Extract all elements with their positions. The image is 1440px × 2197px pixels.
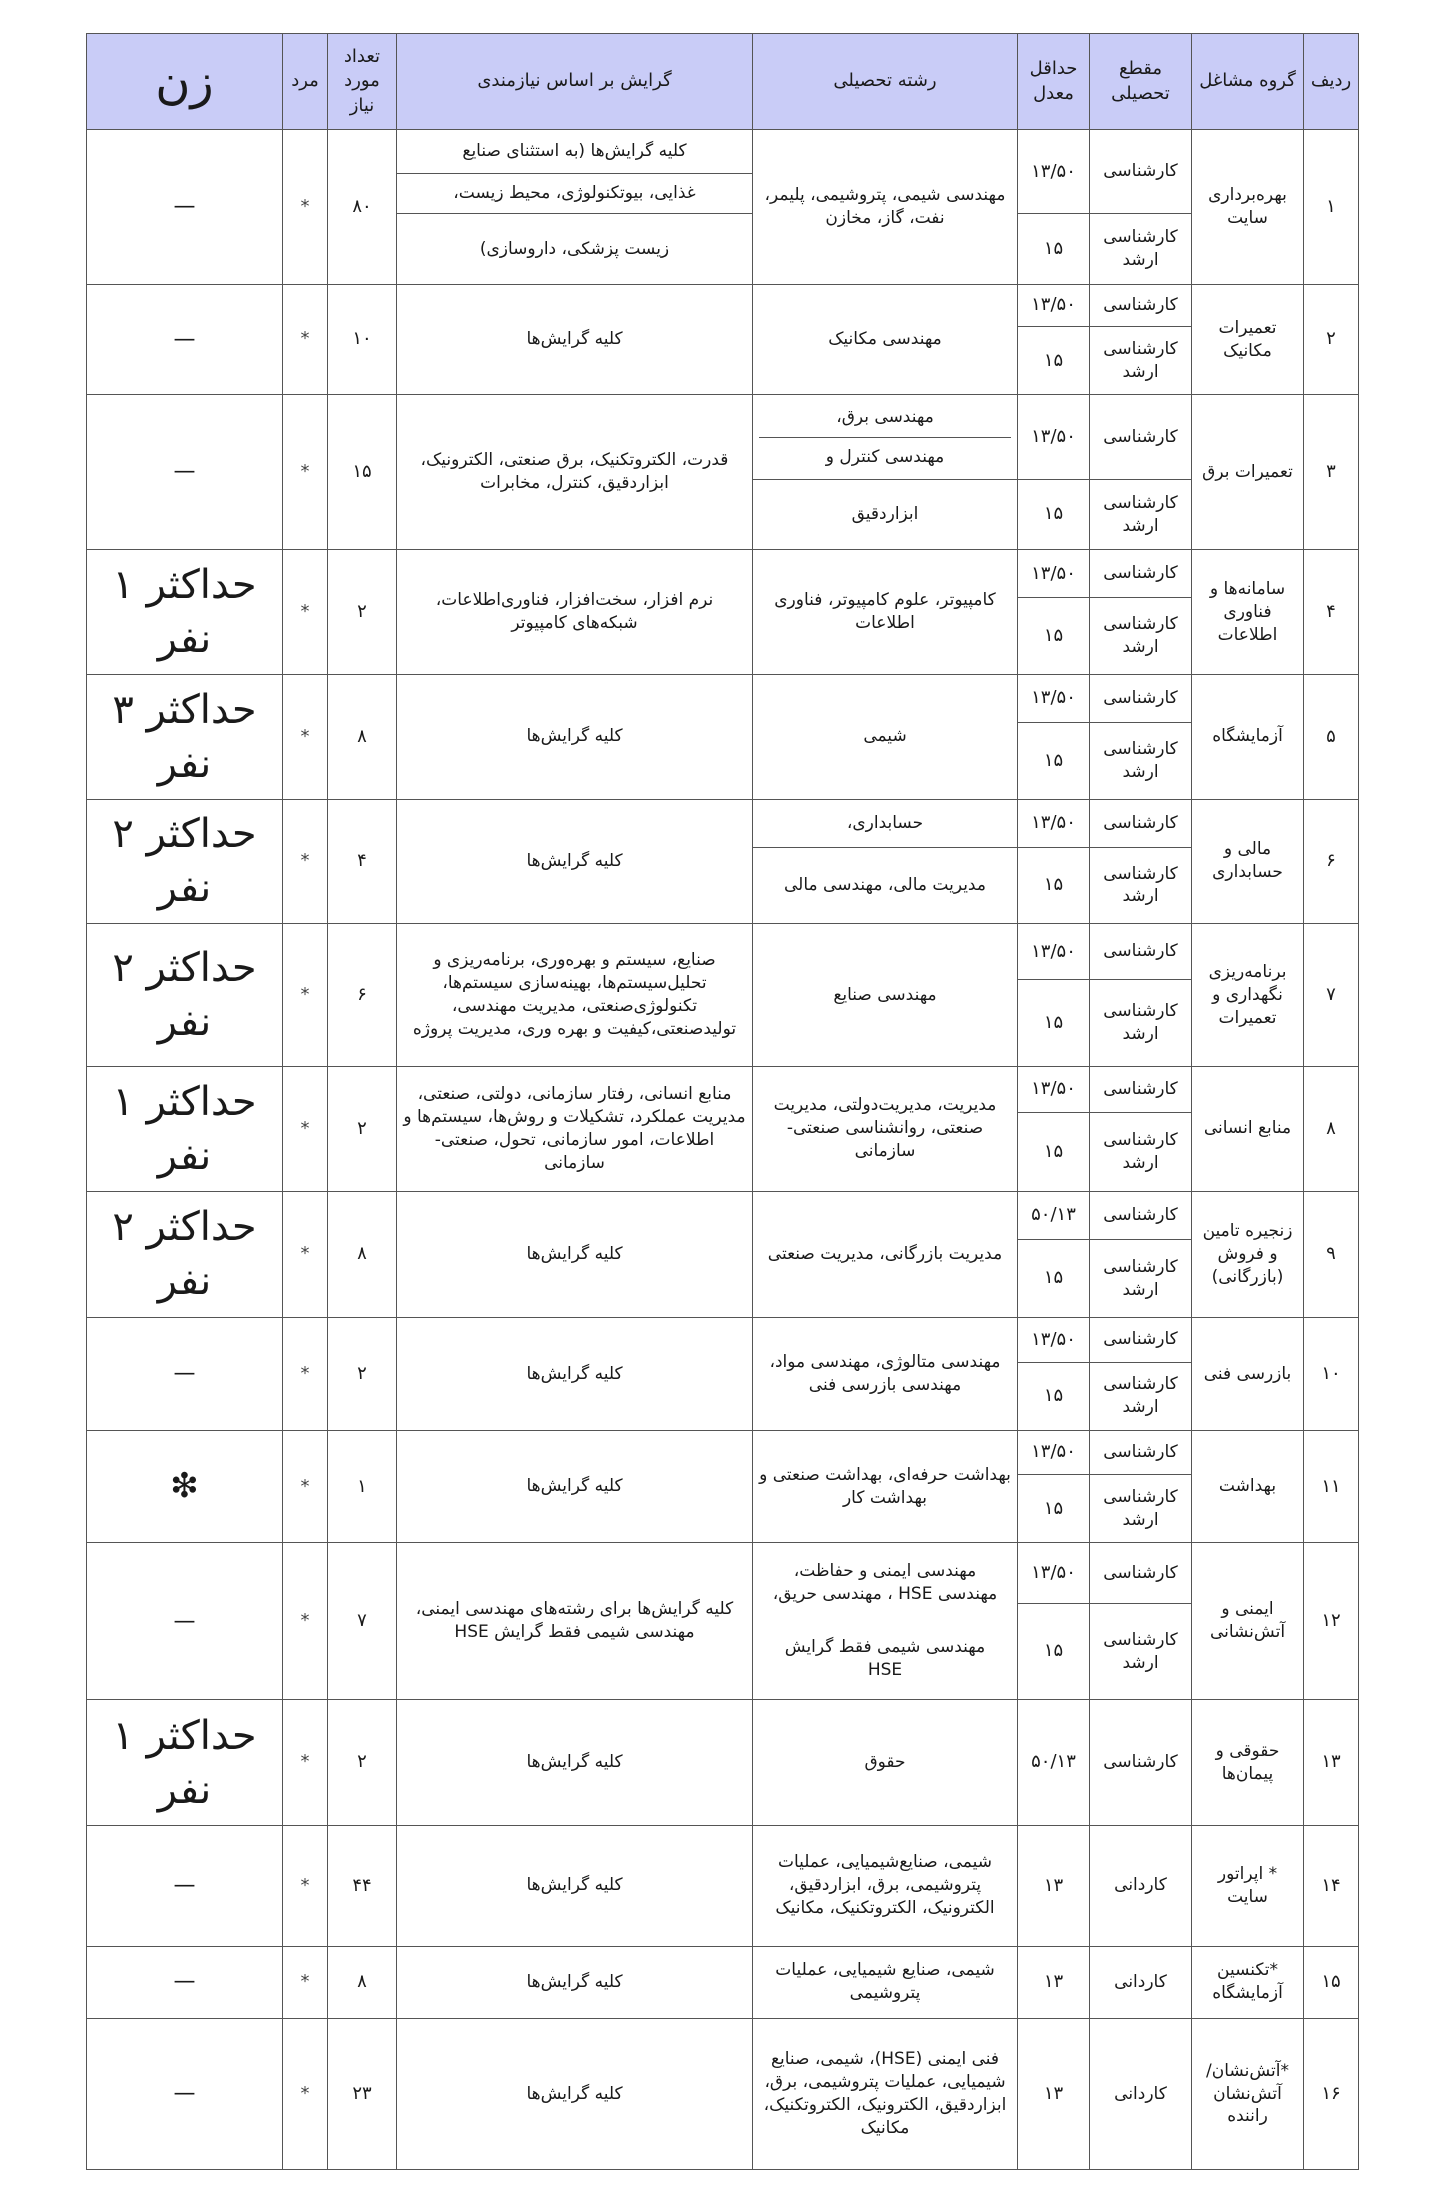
orientation: کلیه گرایش‌ها <box>397 1825 753 1946</box>
field: مدیریت، مدیریت‌دولتی، مدیریت صنعتی، روانشناسی صنعتی- سازمانی <box>753 1066 1018 1191</box>
job-group: زنجیره تامین و فروش (بازرگانی) <box>1192 1191 1304 1318</box>
row-number: ۱ <box>1304 130 1359 285</box>
male-mark: * <box>283 395 328 550</box>
degree: کارشناسی ارشد <box>1090 1603 1192 1700</box>
required-count: ۷ <box>328 1543 397 1700</box>
orientation: کلیه گرایش‌ها <box>397 1430 753 1543</box>
female-quota: — <box>87 1543 283 1700</box>
field: مهندسی شیمی، پتروشیمی، پلیمر، نفت، گاز، مخازن <box>753 130 1018 285</box>
orientation: قدرت، الکتروتکنیک، برق صنعتی، الکترونیک، ابزاردقیق، کنترل، مخابرات <box>397 395 753 550</box>
header-female: زن <box>87 34 283 130</box>
orientation: کلیه گرایش‌ها <box>397 284 753 395</box>
row-number: ۷ <box>1304 924 1359 1067</box>
header-count: تعداد مورد نیاز <box>328 34 397 130</box>
female-quota: حداکثر ۱ نفر <box>87 1066 283 1191</box>
table-row <box>87 1700 1359 1826</box>
male-mark: * <box>283 2018 328 2169</box>
male-mark: * <box>283 550 328 675</box>
female-quota: — <box>87 284 283 395</box>
min-gpa: ۱۵ <box>1018 214 1090 284</box>
table-row <box>87 2018 1359 2169</box>
female-quota: حداکثر ۱ نفر <box>87 1700 283 1826</box>
row-number: ۱۶ <box>1304 2018 1359 2169</box>
orientation: کلیه گرایش‌ها <box>397 1318 753 1431</box>
min-gpa: ۱۵ <box>1018 980 1090 1066</box>
min-gpa: ۱۳/۵۰ <box>1018 395 1090 479</box>
header-male: مرد <box>283 34 328 130</box>
female-quota: — <box>87 1825 283 1946</box>
min-gpa: ۱۳/۵۰ <box>1018 799 1090 847</box>
degree: کارشناسی <box>1090 799 1192 847</box>
row-number: ۱۵ <box>1304 1946 1359 2018</box>
degree: کارشناسی ارشد <box>1090 598 1192 674</box>
degree: کارشناسی ارشد <box>1090 847 1192 923</box>
male-mark: * <box>283 284 328 395</box>
required-count: ۴ <box>328 799 397 924</box>
orientation: کلیه گرایش‌ها <box>397 1700 753 1826</box>
orientation: منابع انسانی، رفتار سازمانی، دولتی، صنعتی، مدیریت عملکرد، تشکیلات و روش‌ها، سیستم‌ها و اطلاعات، امور سازمانی، تحول، صنعتی- سازمانی <box>397 1066 753 1191</box>
min-gpa: ۱۵ <box>1018 1239 1090 1317</box>
required-count: ۲ <box>328 1700 397 1826</box>
field <box>753 395 1018 479</box>
table-row <box>87 395 1359 479</box>
field: شیمی، صنایع‌شیمیایی، عملیات پتروشیمی، برق، ابزاردقیق، الکترونیک، الکتروتکنیک، مکانیک <box>753 1825 1018 1946</box>
row-number: ۱۰ <box>1304 1318 1359 1431</box>
row-number: ۹ <box>1304 1191 1359 1318</box>
min-gpa: ۱۳/۵۰ <box>1018 1318 1090 1362</box>
male-mark: * <box>283 1700 328 1826</box>
row-number: ۲ <box>1304 284 1359 395</box>
required-count: ۸ <box>328 674 397 799</box>
degree: کارشناسی ارشد <box>1090 723 1192 799</box>
required-count: ۸ <box>328 1191 397 1318</box>
male-mark: * <box>283 1543 328 1700</box>
table-row <box>87 1318 1359 1362</box>
female-quota: حداکثر ۲ نفر <box>87 799 283 924</box>
male-mark: * <box>283 1825 328 1946</box>
female-quota: حداکثر ۲ نفر <box>87 1191 283 1318</box>
job-group: حقوقی و پیمان‌ها <box>1192 1700 1304 1826</box>
table-row <box>87 1430 1359 1474</box>
table-header <box>87 34 1359 130</box>
table-row <box>87 1825 1359 1946</box>
row-number: ۱۱ <box>1304 1430 1359 1543</box>
orientation: زیست پزشکی، داروسازی) <box>397 214 753 284</box>
field-line: ابزاردقیق <box>753 479 1018 549</box>
degree: کارشناسی <box>1090 924 1192 980</box>
row-number: ۱۴ <box>1304 1825 1359 1946</box>
min-gpa: ۱۳/۵۰ <box>1018 674 1090 722</box>
min-gpa: ۱۵ <box>1018 1475 1090 1543</box>
table-row <box>87 284 1359 326</box>
required-count: ۲ <box>328 1066 397 1191</box>
required-count: ۲ <box>328 550 397 675</box>
degree: کارشناسی ارشد <box>1090 479 1192 549</box>
table-row <box>87 1946 1359 2018</box>
orientation: کلیه گرایش‌ها <box>397 1191 753 1318</box>
male-mark: * <box>283 1191 328 1318</box>
female-quota: — <box>87 1318 283 1431</box>
degree: کاردانی <box>1090 2018 1192 2169</box>
min-gpa: ۱۳ <box>1018 1825 1090 1946</box>
required-count: ۸ <box>328 1946 397 2018</box>
min-gpa: ۵۰/۱۳ <box>1018 1191 1090 1239</box>
orientation: صنایع، سیستم و بهره‌وری، برنامه‌ریزی و تحلیل‌سیستم‌ها، بهینه‌سازی سیستم‌ها، تکنولوژی‌صنعتی، مدیریت مهندسی، تولیدصنعتی،کیفیت و بهره وری، مدیریت پروژه <box>397 924 753 1067</box>
male-mark: * <box>283 1430 328 1543</box>
field: حقوق <box>753 1700 1018 1826</box>
degree: کارشناسی <box>1090 550 1192 598</box>
job-group: برنامه‌ریزی نگهداری و تعمیرات <box>1192 924 1304 1067</box>
min-gpa: ۱۳/۵۰ <box>1018 1430 1090 1474</box>
row-number: ۳ <box>1304 395 1359 550</box>
min-gpa: ۱۵ <box>1018 479 1090 549</box>
male-mark: * <box>283 130 328 285</box>
header-orientation: گرایش بر اساس نیازمندی <box>397 34 753 130</box>
min-gpa: ۱۳/۵۰ <box>1018 1066 1090 1112</box>
female-quota: — <box>87 130 283 285</box>
degree: کارشناسی ارشد <box>1090 1239 1192 1317</box>
field: مهندسی صنایع <box>753 924 1018 1067</box>
min-gpa: ۱۵ <box>1018 1113 1090 1191</box>
degree: کارشناسی <box>1090 395 1192 479</box>
orientation: نرم افزار، سخت‌افزار، فناوری‌اطلاعات، شبکه‌های کامپیوتر <box>397 550 753 675</box>
orientation: کلیه گرایش‌ها (به استثنای صنایع <box>397 130 753 174</box>
table-row <box>87 130 1359 174</box>
job-group: بهداشت <box>1192 1430 1304 1543</box>
degree: کارشناسی ارشد <box>1090 980 1192 1066</box>
field: شیمی، صنایع شیمیایی، عملیات پتروشیمی <box>753 1946 1018 2018</box>
job-group: *تکنسین آزمایشگاه <box>1192 1946 1304 2018</box>
required-count: ۱۰ <box>328 284 397 395</box>
female-quota: — <box>87 2018 283 2169</box>
job-group: آزمایشگاه <box>1192 674 1304 799</box>
female-quota: — <box>87 1946 283 2018</box>
min-gpa: ۱۵ <box>1018 723 1090 799</box>
min-gpa: ۱۵ <box>1018 327 1090 395</box>
row-number: ۱۳ <box>1304 1700 1359 1826</box>
female-quota: — <box>87 395 283 550</box>
male-mark: * <box>283 674 328 799</box>
male-mark: * <box>283 1318 328 1431</box>
required-count: ۴۴ <box>328 1825 397 1946</box>
min-gpa: ۱۳/۵۰ <box>1018 130 1090 214</box>
male-mark: * <box>283 1946 328 2018</box>
job-group: * اپراتور سایت <box>1192 1825 1304 1946</box>
degree: کارشناسی <box>1090 284 1192 326</box>
degree: کارشناسی <box>1090 1318 1192 1362</box>
field: مدیریت بازرگانی، مدیریت صنعتی <box>753 1191 1018 1318</box>
required-count: ۲ <box>328 1318 397 1431</box>
row-number: ۴ <box>1304 550 1359 675</box>
job-group: *آتش‌نشان/ آتش‌نشان راننده <box>1192 2018 1304 2169</box>
female-quota: حداکثر ۲ نفر <box>87 924 283 1067</box>
row-number: ۶ <box>1304 799 1359 924</box>
min-gpa: ۱۳ <box>1018 2018 1090 2169</box>
min-gpa: ۱۳/۵۰ <box>1018 924 1090 980</box>
orientation: کلیه گرایش‌ها برای رشته‌های مهندسی ایمنی، مهندسی شیمی فقط گرایش HSE <box>397 1543 753 1700</box>
field-line: مهندسی ایمنی و حفاظت، مهندسی HSE ، مهندسی حریق، <box>772 1561 998 1605</box>
degree: کارشناسی <box>1090 1700 1192 1826</box>
min-gpa: ۱۵ <box>1018 1362 1090 1430</box>
row-number: ۱۲ <box>1304 1543 1359 1700</box>
degree: کارشناسی <box>1090 130 1192 214</box>
job-group: ایمنی و آتش‌نشانی <box>1192 1543 1304 1700</box>
degree: کارشناسی ارشد <box>1090 1362 1192 1430</box>
female-quota: ❇ <box>87 1430 283 1543</box>
header-degree: مقطع تحصیلی <box>1090 34 1192 130</box>
required-count: ۸۰ <box>328 130 397 285</box>
table-row <box>87 1543 1359 1603</box>
male-mark: * <box>283 924 328 1067</box>
field: شیمی <box>753 674 1018 799</box>
field: بهداشت حرفه‌ای، بهداشت صنعتی و بهداشت کار <box>753 1430 1018 1543</box>
job-group: تعمیرات مکانیک <box>1192 284 1304 395</box>
required-count: ۶ <box>328 924 397 1067</box>
field: مهندسی مکانیک <box>753 284 1018 395</box>
field: فنی ایمنی (HSE)، شیمی، صنایع شیمیایی، عملیات پتروشیمی، برق، ابزاردقیق، الکترونیک، الکتروتکنیک، مکانیک <box>753 2018 1018 2169</box>
table-row <box>87 550 1359 598</box>
degree: کارشناسی ارشد <box>1090 1475 1192 1543</box>
degree: کارشناسی ارشد <box>1090 1113 1192 1191</box>
field-line: حسابداری، <box>753 799 1018 847</box>
degree: کارشناسی <box>1090 1543 1192 1603</box>
table-row <box>87 924 1359 980</box>
male-mark: * <box>283 1066 328 1191</box>
required-count: ۱ <box>328 1430 397 1543</box>
header-row-number: ردیف <box>1304 34 1359 130</box>
required-count: ۱۵ <box>328 395 397 550</box>
min-gpa: ۱۵ <box>1018 847 1090 923</box>
field <box>753 1543 1018 1700</box>
degree: کارشناسی <box>1090 1430 1192 1474</box>
field-line: مهندسی شیمی فقط گرایش HSE <box>784 1637 986 1681</box>
jobs-table <box>86 33 1359 2170</box>
orientation: کلیه گرایش‌ها <box>397 799 753 924</box>
row-number: ۸ <box>1304 1066 1359 1191</box>
orientation: کلیه گرایش‌ها <box>397 1946 753 2018</box>
degree: کارشناسی <box>1090 1066 1192 1112</box>
orientation: کلیه گرایش‌ها <box>397 674 753 799</box>
job-group: سامانه‌ها و فناوری اطلاعات <box>1192 550 1304 675</box>
job-group: تعمیرات برق <box>1192 395 1304 550</box>
header-job-group: گروه مشاغل <box>1192 34 1304 130</box>
min-gpa: ۱۳ <box>1018 1946 1090 2018</box>
degree: کارشناسی <box>1090 674 1192 722</box>
table-row <box>87 799 1359 847</box>
degree: کارشناسی <box>1090 1191 1192 1239</box>
min-gpa: ۵۰/۱۳ <box>1018 1700 1090 1826</box>
required-count: ۲۳ <box>328 2018 397 2169</box>
job-group: بهره‌برداری سایت <box>1192 130 1304 285</box>
job-group: مالی و حسابداری <box>1192 799 1304 924</box>
degree: کاردانی <box>1090 1946 1192 2018</box>
row-number: ۵ <box>1304 674 1359 799</box>
degree: کارشناسی ارشد <box>1090 327 1192 395</box>
male-mark: * <box>283 799 328 924</box>
table-row <box>87 1191 1359 1239</box>
job-group: منابع انسانی <box>1192 1066 1304 1191</box>
female-quota: حداکثر ۳ نفر <box>87 674 283 799</box>
degree: کاردانی <box>1090 1825 1192 1946</box>
header-min-gpa: حداقل معدل <box>1018 34 1090 130</box>
job-group: بازرسی فنی <box>1192 1318 1304 1431</box>
orientation: کلیه گرایش‌ها <box>397 2018 753 2169</box>
table-row <box>87 1066 1359 1112</box>
orientation: غذایی، بیوتکنولوژی، محیط زیست، <box>397 174 753 214</box>
min-gpa: ۱۳/۵۰ <box>1018 550 1090 598</box>
field-line: مهندسی کنترل و <box>759 437 1011 477</box>
female-quota: حداکثر ۱ نفر <box>87 550 283 675</box>
min-gpa: ۱۳/۵۰ <box>1018 1543 1090 1603</box>
field: کامپیوتر، علوم کامپیوتر، فناوری اطلاعات <box>753 550 1018 675</box>
field: مهندسی متالوژی، مهندسی مواد، مهندسی بازرسی فنی <box>753 1318 1018 1431</box>
field-line: مهندسی برق، <box>836 406 934 427</box>
field-line: مدیریت مالی، مهندسی مالی <box>753 847 1018 923</box>
min-gpa: ۱۳/۵۰ <box>1018 284 1090 326</box>
header-field: رشته تحصیلی <box>753 34 1018 130</box>
table-row <box>87 674 1359 722</box>
degree: کارشناسی ارشد <box>1090 214 1192 284</box>
min-gpa: ۱۵ <box>1018 598 1090 674</box>
min-gpa: ۱۵ <box>1018 1603 1090 1700</box>
